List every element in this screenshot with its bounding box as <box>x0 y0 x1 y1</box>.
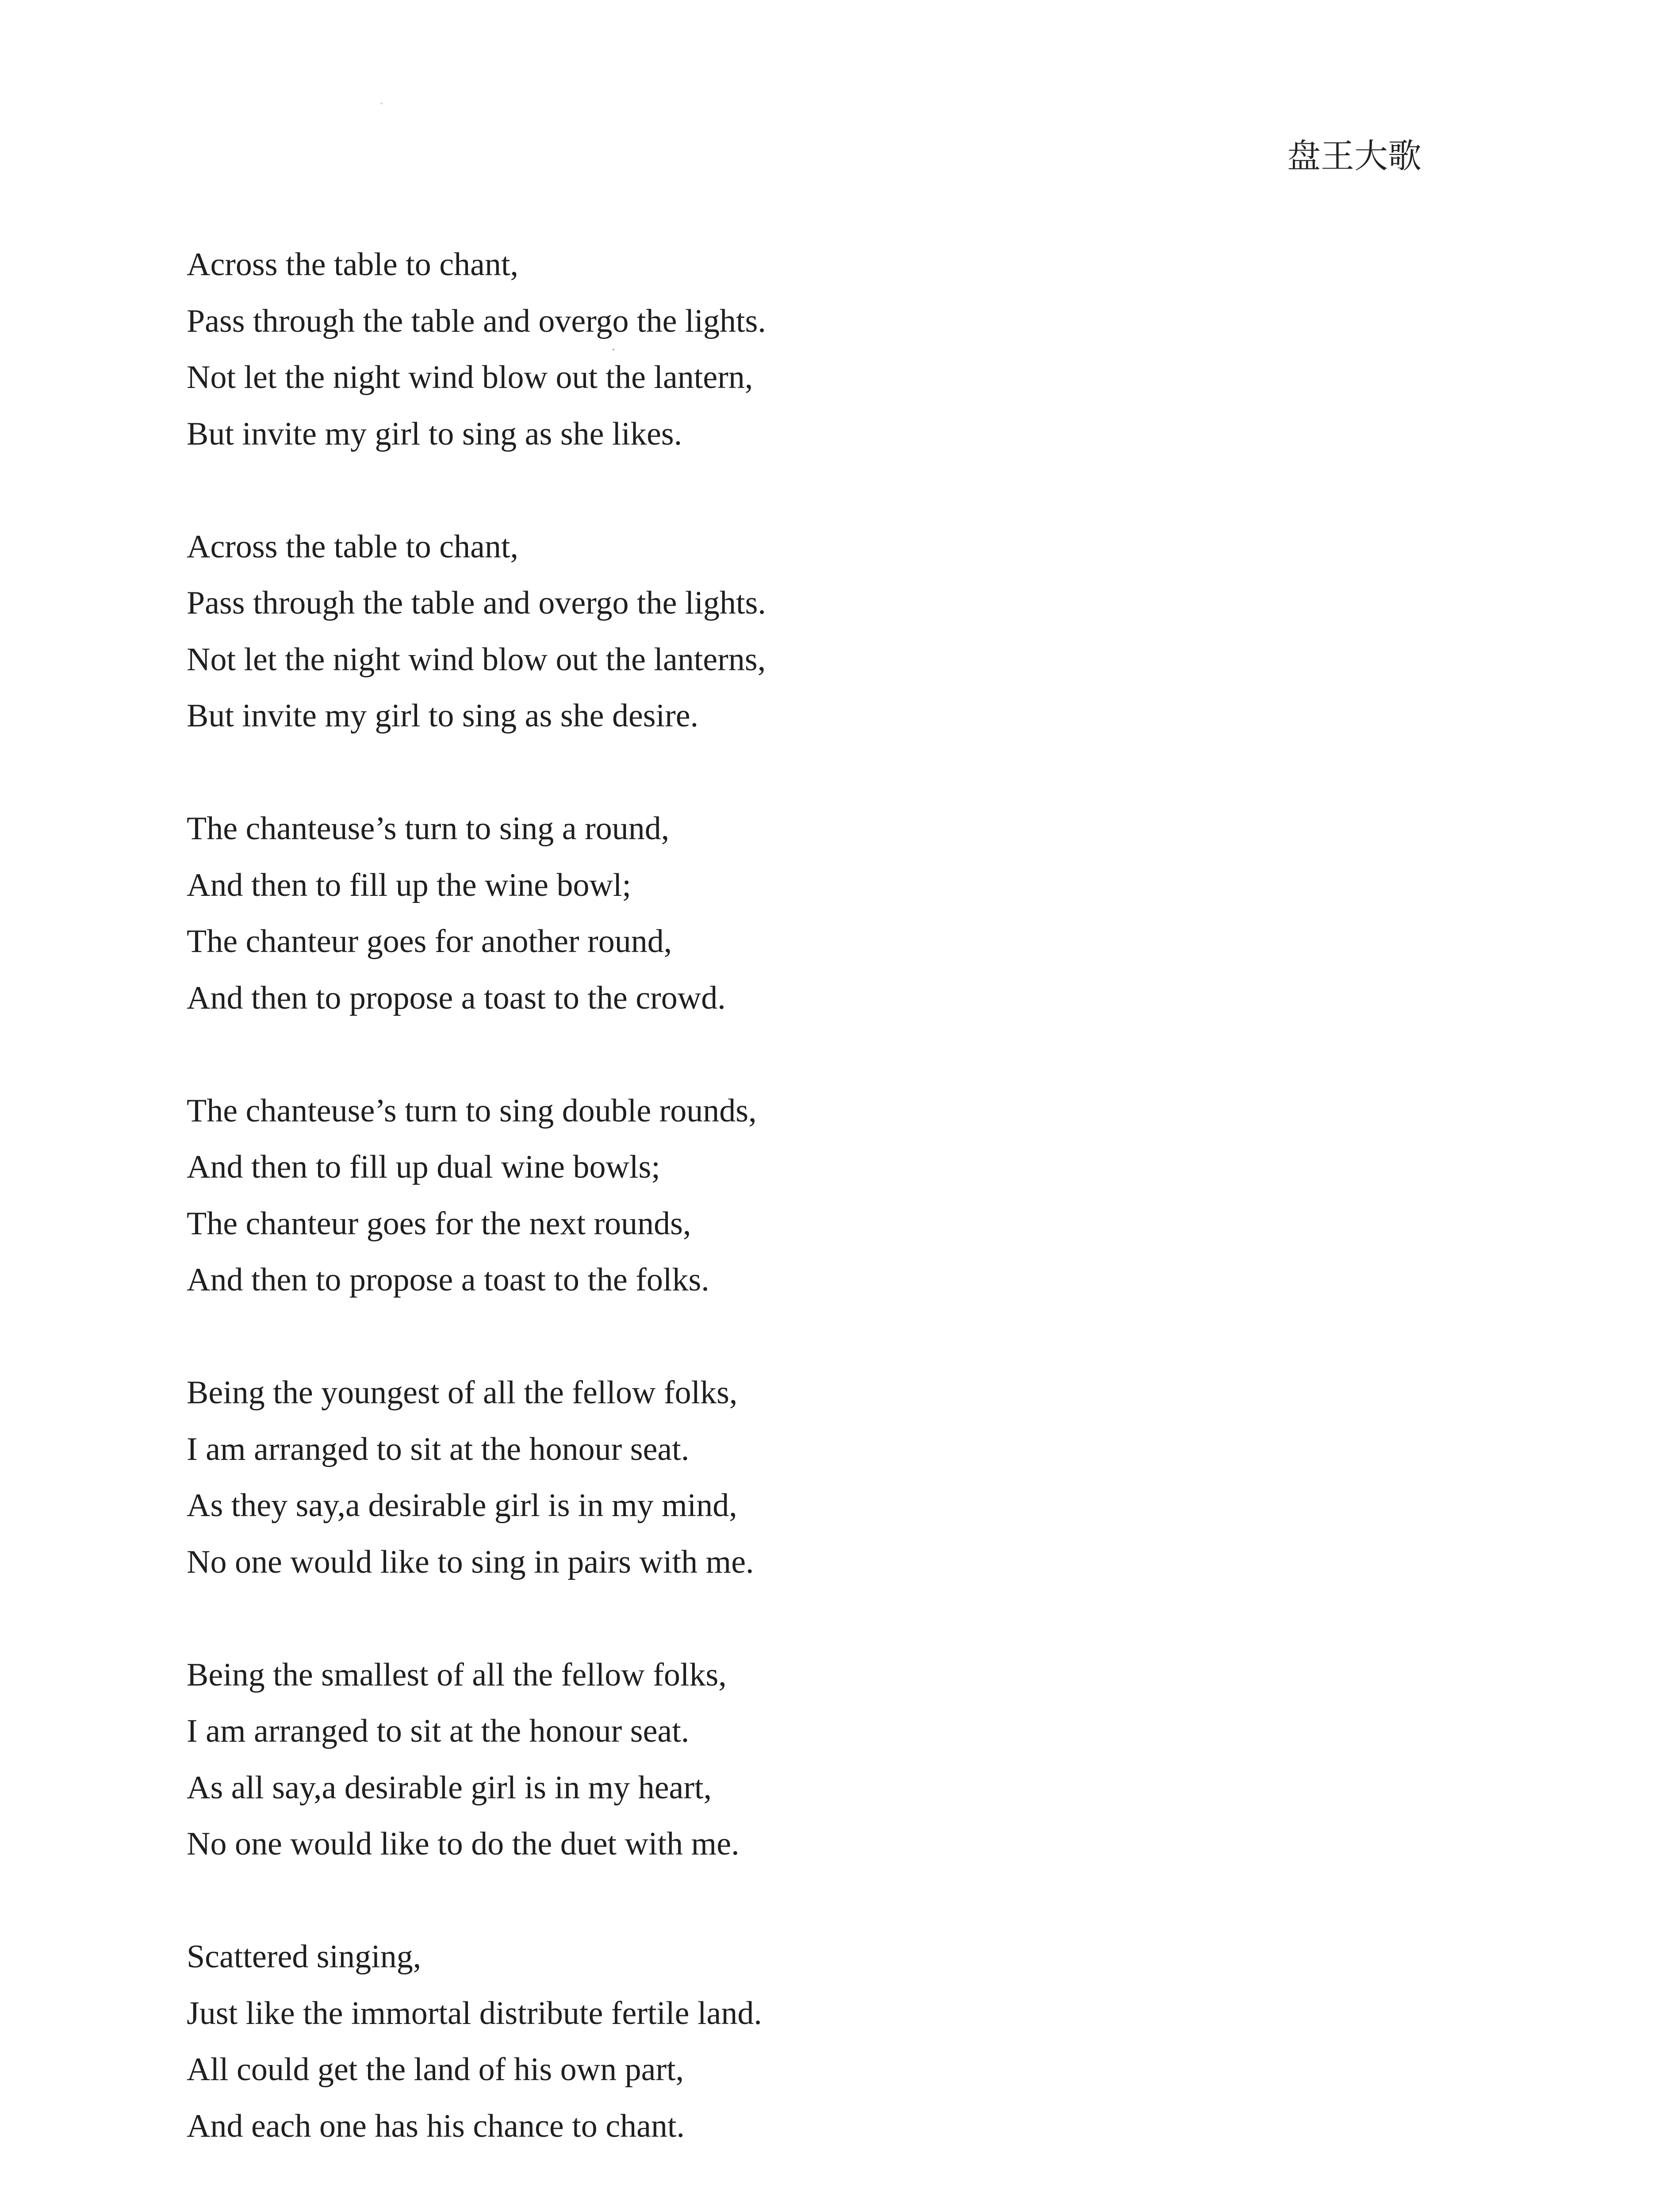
poem-line: Pass through the table and overgo the lights. <box>187 585 766 621</box>
running-header-title: 盘王大歌 <box>1287 136 1422 176</box>
poem-line: No one would like to do the duet with me. <box>187 1826 740 1862</box>
poem-line: Scattered singing, <box>187 1939 421 1975</box>
poem-line: All could get the land of his own part, <box>187 2051 684 2088</box>
poem-line: Being the youngest of all the fellow folks, <box>187 1375 738 1411</box>
poem-line: Not let the night wind blow out the lanterns, <box>187 641 766 678</box>
poem-line: I am arranged to sit at the honour seat. <box>187 1431 690 1467</box>
poem-line: I am arranged to sit at the honour seat. <box>187 1713 690 1749</box>
stanza-4 <box>187 1083 766 1309</box>
poem-line: And each one has his chance to chant. <box>187 2108 685 2144</box>
poem-line: The chanteur goes for the next rounds, <box>187 1205 691 1242</box>
poem-line: And then to propose a toast to the crowd. <box>187 979 726 1016</box>
poem-line: But invite my girl to sing as she desire. <box>187 698 699 734</box>
poem-line: And then to fill up the wine bowl; <box>187 867 632 903</box>
poem-line: The chanteuse’s turn to sing a round, <box>187 810 670 847</box>
poem-line: And then to fill up dual wine bowls; <box>187 1149 660 1185</box>
poem-line: But invite my girl to sing as she likes. <box>187 415 682 452</box>
poem-line: Being the smallest of all the fellow folks, <box>187 1656 727 1693</box>
poem-line: The chanteuse’s turn to sing double rounds, <box>187 1092 757 1129</box>
poem-line: The chanteur goes for another round, <box>187 923 672 960</box>
poem-line: And then to propose a toast to the folks. <box>187 1262 709 1298</box>
stanza-6 <box>187 1647 766 1873</box>
stanza-3 <box>187 801 766 1026</box>
stanza-7 <box>187 1929 766 2154</box>
poem-line: Just like the immortal distribute fertile land. <box>187 1995 762 2032</box>
poem-line: Not let the night wind blow out the lantern, <box>187 359 753 396</box>
poem-line: No one would like to sing in pairs with me. <box>187 1544 754 1580</box>
poem-body <box>187 237 766 2154</box>
poem-line: Across the table to chant, <box>187 246 519 283</box>
poem-line: Across the table to chant, <box>187 528 519 565</box>
scan-speck <box>613 349 614 350</box>
poem-line: Pass through the table and overgo the lights. <box>187 303 766 339</box>
poem-line: As they say,a desirable girl is in my mind, <box>187 1487 737 1524</box>
stanza-1 <box>187 237 766 462</box>
stanza-5 <box>187 1365 766 1590</box>
stanza-2 <box>187 519 766 745</box>
poem-line: As all say,a desirable girl is in my heart, <box>187 1769 712 1806</box>
scan-speck <box>380 103 383 104</box>
